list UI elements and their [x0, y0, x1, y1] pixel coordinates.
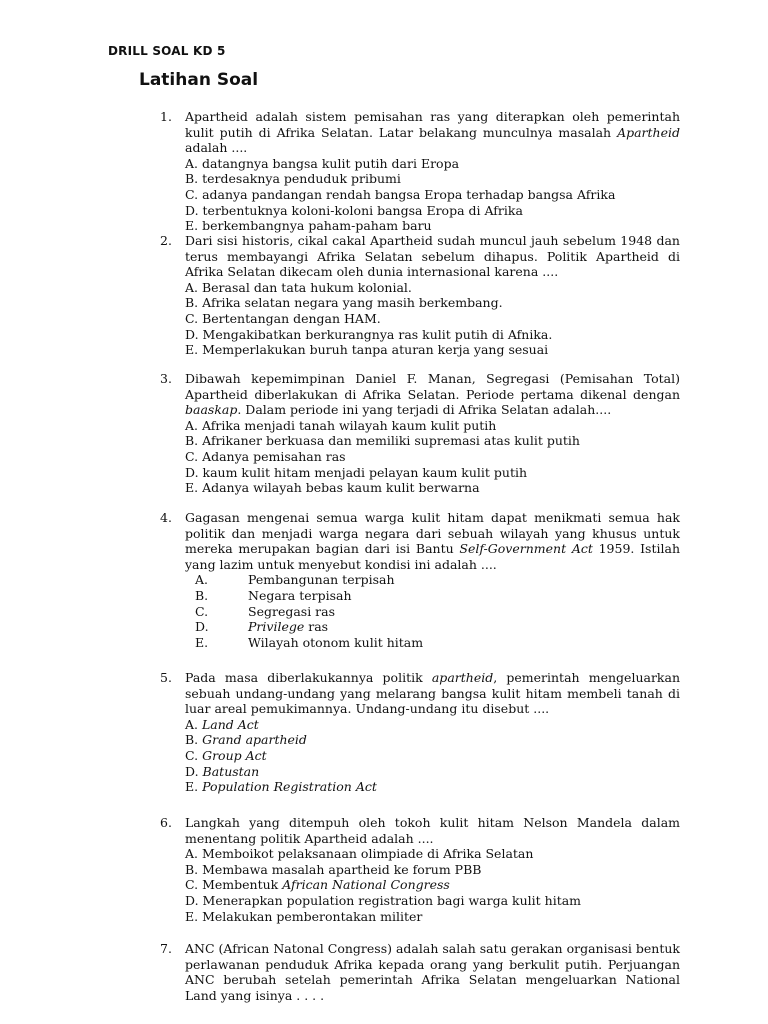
- answer-option: D. Privilege ras: [195, 619, 329, 635]
- answer-option: B. Membawa masalah apartheid ke forum PBB: [185, 861, 482, 877]
- answer-option: D. Batustan: [185, 763, 260, 779]
- answer-options: [185, 418, 680, 496]
- answer-option: A. Afrika menjadi tanah wilayah kaum kulit putih: [185, 417, 497, 433]
- answer-option: D. kaum kulit hitam menjadi pelayan kaum kulit putih: [185, 464, 528, 480]
- question-stem: Dibawah kepemimpinan Daniel F. Manan, Segregasi (Pemisahan Total) Apartheid diberlakukan di Afrika Selatan. Periode pertama dikenal dengan baaskap. Dalam periode ini yang terjadi di Afrika Selatan adalah....: [185, 371, 680, 418]
- question-stem: Langkah yang ditempuh oleh tokoh kulit hitam Nelson Mandela dalam menentang politik Apartheid adalah ....: [185, 815, 680, 846]
- answer-option: B. Grand apartheid: [185, 732, 307, 748]
- answer-option: C. Membentuk African National Congress: [185, 877, 450, 893]
- question-stem: ANC (African Natonal Congress) adalah salah satu gerakan organisasi bentuk perlawanan penduduk Afrika kepada orang yang berkulit putih. Perjuangan ANC berubah setelah pemerintah Afrika Selatan mengeluarkan National Land yang isinya . . . .: [185, 941, 680, 1003]
- document-header: DRILL SOAL KD 5: [108, 44, 226, 58]
- question-number: 1.: [160, 109, 172, 124]
- answer-options: [185, 717, 680, 795]
- page-title: Latihan Soal: [139, 70, 259, 90]
- question-stem: Dari sisi historis, cikal cakal Apartheid sudah muncul jauh sebelum 1948 dan terus membayangi Afrika Selatan sebelum dihapus. Politik Apartheid di Afrika Selatan dikecam oleh dunia internasional karena ....: [185, 233, 680, 280]
- answer-option: E. Wilayah otonom kulit hitam: [195, 634, 424, 650]
- answer-option: C. Group Act: [185, 747, 267, 763]
- answer-option: A. Pembangunan terpisah: [195, 572, 395, 588]
- question-number: 3.: [160, 371, 172, 386]
- answer-option: D. Menerapkan population registration bagi warga kulit hitam: [185, 892, 582, 908]
- answer-option: C. Bertentangan dengan HAM.: [185, 310, 381, 326]
- answer-option: E. Memperlakukan buruh tanpa aturan kerja yang sesuai: [185, 342, 549, 358]
- answer-option: C. adanya pandangan rendah bangsa Eropa terhadap bangsa Afrika: [185, 186, 616, 202]
- answer-option: B. Negara terpisah: [195, 587, 352, 603]
- answer-option: B. terdesaknya penduduk pribumi: [185, 171, 401, 187]
- question-5: [160, 670, 680, 795]
- answer-option: E. Population Registration Act: [185, 779, 377, 795]
- answer-option: B. Afrikaner berkuasa dan memiliki supremasi atas kulit putih: [185, 433, 580, 449]
- answer-option: B. Afrika selatan negara yang masih berkembang.: [185, 295, 503, 311]
- answer-option: C. Segregasi ras: [195, 603, 336, 619]
- answer-option: D. Mengakibatkan berkurangnya ras kulit putih di Afnika.: [185, 326, 553, 342]
- question-number: 5.: [160, 670, 172, 685]
- answer-options: [185, 280, 680, 358]
- answer-option: E. Adanya wilayah bebas kaum kulit berwarna: [185, 480, 480, 496]
- question-6: [160, 815, 680, 924]
- answer-option: E. Melakukan pemberontakan militer: [185, 908, 423, 924]
- answer-options: [185, 156, 680, 234]
- question-number: 6.: [160, 815, 172, 830]
- question-number: 4.: [160, 510, 172, 525]
- question-number: 2.: [160, 233, 172, 248]
- answer-option: A. Berasal dan tata hukum kolonial.: [185, 279, 412, 295]
- question-7: [160, 941, 680, 1003]
- answer-option: A. Land Act: [185, 716, 259, 732]
- question-1: [160, 109, 680, 234]
- answer-options: [185, 846, 680, 924]
- answer-option: A. Memboikot pelaksanaan olimpiade di Afrika Selatan: [185, 846, 534, 862]
- question-stem: Gagasan mengenai semua warga kulit hitam dapat menikmati semua hak politik dan menjadi warga negara dari sebuah wilayah yang khusus untuk mereka merupakan bagian dari isi Bantu Self-Government Act 1959. Istilah yang lazim untuk menyebut kondisi ini adalah ....: [185, 510, 680, 572]
- question-2: [160, 233, 680, 358]
- question-stem: Pada masa diberlakukannya politik apartheid, pemerintah mengeluarkan sebuah undang-undang yang melarang bangsa kulit hitam membeli tanah di luar areal pemukimannya. Undang-undang itu disebut ....: [185, 670, 680, 717]
- question-stem: Apartheid adalah sistem pemisahan ras yang diterapkan oleh pemerintah kulit putih di Afrika Selatan. Latar belakang munculnya masalah Apartheid adalah ....: [185, 109, 680, 156]
- answer-option: E. berkembangnya paham-paham baru: [185, 218, 432, 234]
- answer-option: A. datangnya bangsa kulit putih dari Eropa: [185, 155, 460, 171]
- answer-options: [185, 572, 680, 650]
- question-number: 7.: [160, 941, 172, 956]
- answer-option: C. Adanya pemisahan ras: [185, 448, 346, 464]
- question-4: [160, 510, 680, 650]
- question-3: [160, 371, 680, 496]
- answer-option: D. terbentuknya koloni-koloni bangsa Eropa di Afrika: [185, 202, 523, 218]
